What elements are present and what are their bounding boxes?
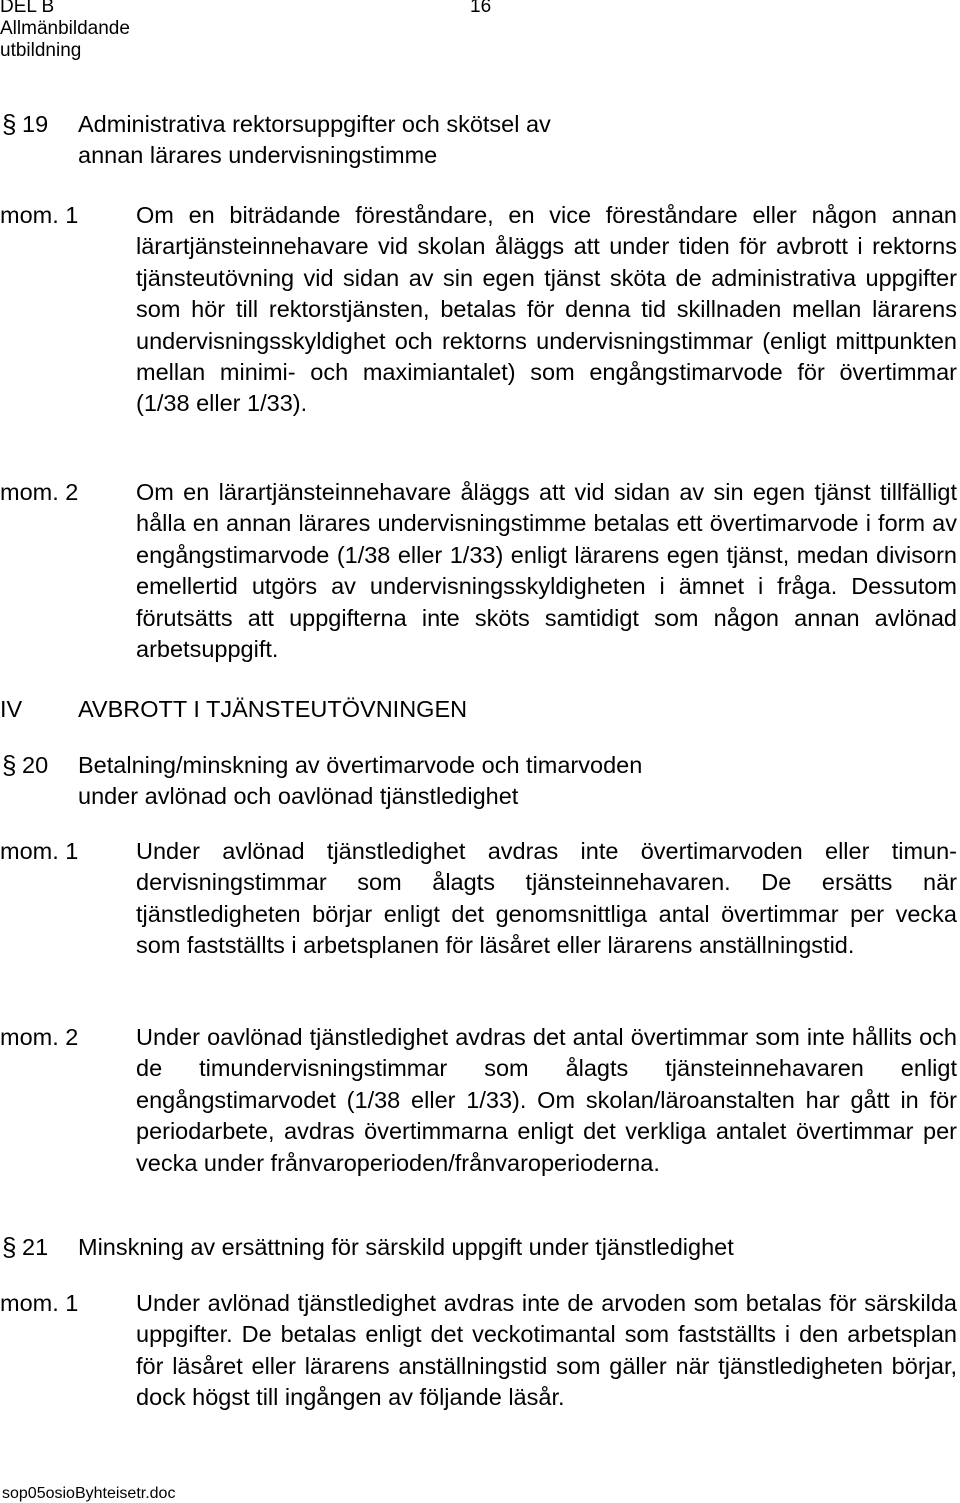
header-section-line1: Allmänbildande — [0, 18, 130, 39]
running-header — [0, 0, 130, 62]
moment-text: Under avlönad tjänstledighet avdras inte de arvoden som betalas för särskilda uppgifter. De betalas enligt det veckotimantal som fastställts i den arbetsplan för läsåret eller lärarens anställningstid som gäller när tjänstledigheten börjar, dock högst till ingången av följande läsår. — [136, 1290, 957, 1411]
page-number: 16 — [470, 0, 492, 17]
section-number: 19 — [22, 111, 49, 137]
header-section-line2: utbildning — [0, 40, 82, 61]
moment-text: Under oavlönad tjänstledighet avdras det antal övertimmar som inte hållits och de timundervisningstimmar som ålagts tjänsteinnehavaren enligt engångstimarvodet (1/38 eller 1/33). Om skolan/läroanstalten har gått in för periodarbete, avdras övertimmarna enligt det verkliga antalet övertimmar per vecka under frånvaroperioden/frånvaroperioderna. — [136, 1024, 957, 1176]
moment-label: mom. 2 — [0, 1024, 79, 1050]
moment-label: mom. 1 — [0, 1290, 79, 1316]
chapter-heading — [0, 694, 960, 725]
moment-label: mom. 2 — [0, 479, 79, 505]
moment-text: Om en biträdande föreståndare, en vice föreståndare eller någon annan lärartjänsteinnehavare vid skolan åläggs att under tiden för avbrott i rektorns tjänsteutövning vid sidan av sin egen tjänst sköta de administrativa uppgifter som hör till rektorstjänsten, betalas för denna tid skillnaden mellan lärarens undervisningsskyldighet och rektorns undervisningstimmar (enligt mittpunkten mellan minimi- och maximiantalet) som engångstimarvode för övertimmar (1/38 eller 1/33). — [136, 202, 957, 417]
section-title-line1: Betalning/minskning av övertimarvode och timarvoden — [78, 752, 643, 778]
section-title-line1: Minskning av ersättning för särskild uppgift under tjänstledighet — [78, 1234, 734, 1260]
chapter-number: IV — [0, 696, 23, 722]
section-symbol: § — [2, 750, 17, 780]
section-heading-19 — [0, 109, 960, 171]
header-part: DEL B — [0, 0, 55, 17]
moment-text: Under avlönad tjänstledighet avdras inte övertimarvoden eller timundervisningstimmar som ålagts tjänsteinnehavaren. De ersätts när tjänstledigheten börjar enligt det genomsnittliga antal övertimmar per vecka som fastställts i arbetsplanen för läsåret eller lärarens anställningstid. — [136, 838, 957, 959]
moment-text: Om en lärartjänsteinnehavare åläggs att vid sidan av sin egen tjänst tillfälligt hålla en annan lärares undervisningstimme betalas ett övertimarvode i form av engångstimarvode (1/38 eller 1/33) enligt lärarens egen tjänst, medan divisorn emellertid utgörs av undervisningsskyldigheten i ämnet i fråga. Dessutom förutsätts att uppgifterna inte sköts samtidigt som någon annan avlönad arbetsuppgift. — [136, 479, 957, 663]
section-heading-20 — [0, 750, 960, 812]
section-symbol: § — [2, 1232, 17, 1262]
section-number: 20 — [22, 752, 49, 778]
section-heading-21 — [0, 1232, 960, 1263]
moment-label: mom. 1 — [0, 838, 79, 864]
section-title-line2: annan lärares undervisningstimme — [78, 142, 438, 168]
moment-label: mom. 1 — [0, 202, 79, 228]
section-title-line1: Administrativa rektorsuppgifter och skötsel av — [78, 111, 551, 137]
section-symbol: § — [2, 109, 17, 139]
chapter-title: AVBROTT I TJÄNSTEUTÖVNINGEN — [78, 696, 468, 722]
footer-filename: sop05osioByhteisetr.doc — [2, 1485, 176, 1502]
section-number: 21 — [22, 1234, 49, 1260]
section-title-line2: under avlönad och oavlönad tjänstledighet — [78, 783, 519, 809]
